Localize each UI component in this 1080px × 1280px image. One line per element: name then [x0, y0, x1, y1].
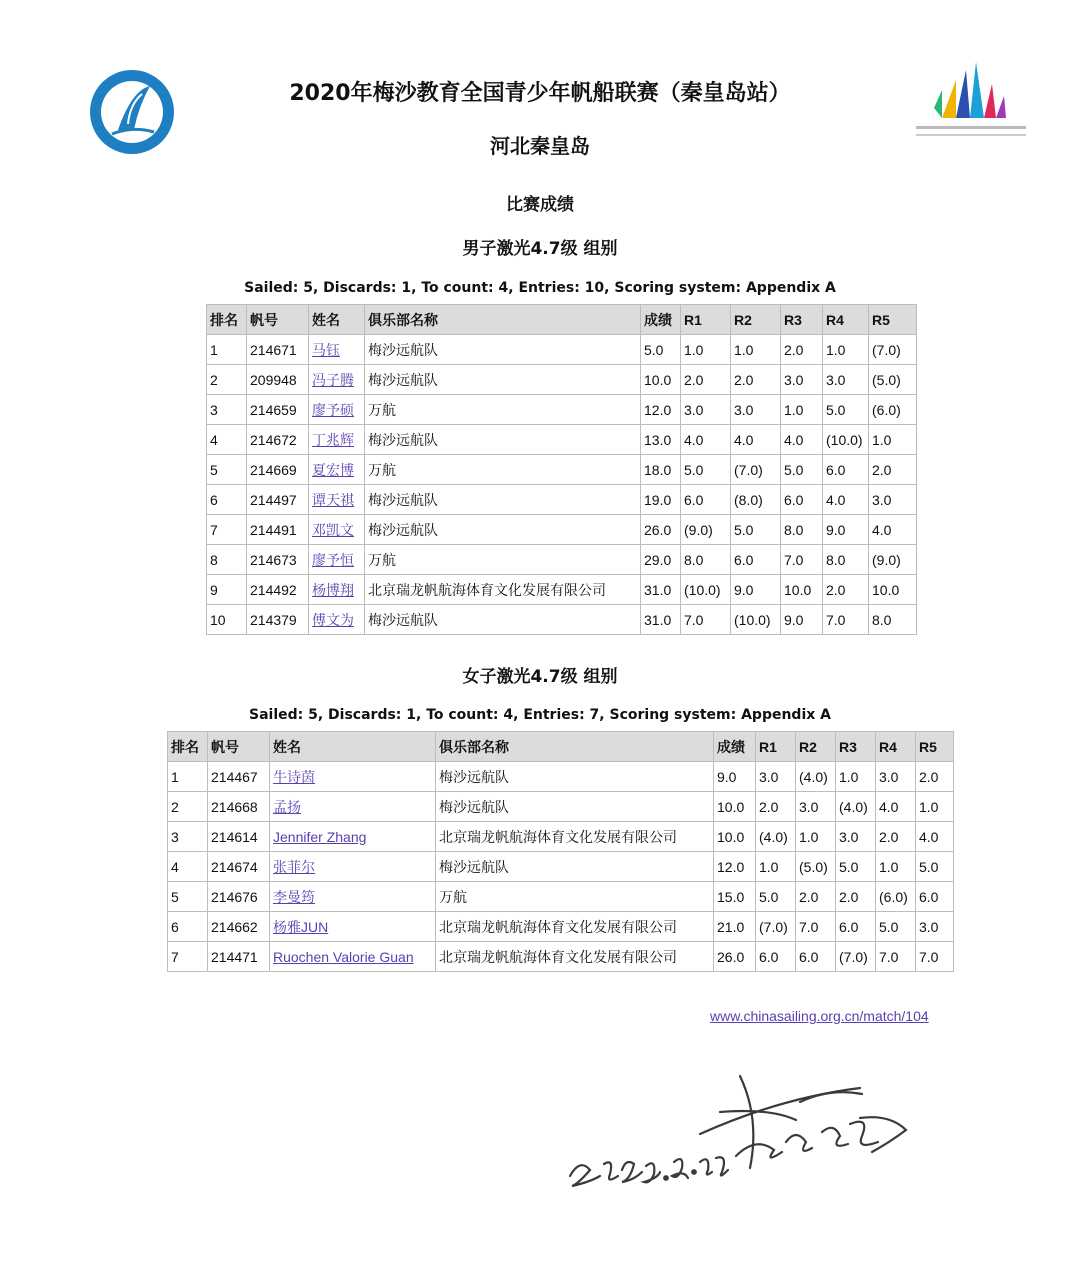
sailor-name-link[interactable]: 马钰 [312, 341, 340, 358]
r1-cell: 6.0 [681, 485, 731, 515]
total-cell: 19.0 [641, 485, 681, 515]
name-cell [270, 852, 436, 882]
table-row [168, 942, 954, 972]
r3-cell: 7.0 [781, 545, 823, 575]
club-cell: 梅沙远航队 [365, 365, 641, 395]
r4-cell: 7.0 [823, 605, 869, 635]
r5-cell: 1.0 [916, 792, 954, 822]
total-cell: 13.0 [641, 425, 681, 455]
r3-cell: (4.0) [836, 792, 876, 822]
table-row [207, 605, 917, 635]
r3-cell: 3.0 [781, 365, 823, 395]
r5-cell: 10.0 [869, 575, 917, 605]
sail-number-cell: 214379 [247, 605, 309, 635]
name-cell [309, 605, 365, 635]
r4-cell: 3.0 [823, 365, 869, 395]
sail-number-cell: 214491 [247, 515, 309, 545]
r3-cell: 6.0 [781, 485, 823, 515]
r5-cell: 4.0 [869, 515, 917, 545]
table-row [207, 575, 917, 605]
r2-cell: 6.0 [731, 545, 781, 575]
table-row [207, 395, 917, 425]
r5-cell: 1.0 [869, 425, 917, 455]
sailor-name-link[interactable]: 谭天祺 [312, 491, 354, 508]
r1-cell: 8.0 [681, 545, 731, 575]
rank-cell: 1 [207, 335, 247, 365]
sail-number-cell: 214497 [247, 485, 309, 515]
rank-cell: 2 [168, 792, 208, 822]
club-cell: 万航 [365, 395, 641, 425]
r1-cell: 3.0 [681, 395, 731, 425]
col-total: 成绩 [641, 305, 681, 335]
r1-cell: 5.0 [756, 882, 796, 912]
name-cell [270, 882, 436, 912]
club-cell: 梅沙远航队 [365, 335, 641, 365]
total-cell: 10.0 [714, 822, 756, 852]
club-cell: 万航 [365, 545, 641, 575]
r4-cell: (10.0) [823, 425, 869, 455]
table-row [207, 425, 917, 455]
club-cell: 梅沙远航队 [365, 425, 641, 455]
col-r4: R4 [876, 732, 916, 762]
sail-number-cell: 214659 [247, 395, 309, 425]
table-row [207, 485, 917, 515]
name-cell [270, 762, 436, 792]
r3-cell: 4.0 [781, 425, 823, 455]
sail-number-cell: 214674 [208, 852, 270, 882]
col-r1: R1 [681, 305, 731, 335]
total-cell: 12.0 [641, 395, 681, 425]
col-total: 成绩 [714, 732, 756, 762]
col-r3: R3 [781, 305, 823, 335]
col-name: 姓名 [270, 732, 436, 762]
total-cell: 12.0 [714, 852, 756, 882]
r4-cell: 1.0 [823, 335, 869, 365]
table-row [168, 792, 954, 822]
col-r1: R1 [756, 732, 796, 762]
name-cell [309, 455, 365, 485]
women-header-row [168, 732, 954, 762]
sail-number-cell: 214669 [247, 455, 309, 485]
sail-number-cell: 214492 [247, 575, 309, 605]
r3-cell: 8.0 [781, 515, 823, 545]
club-cell: 北京瑞龙帆航海体育文化发展有限公司 [365, 575, 641, 605]
r3-cell: (7.0) [836, 942, 876, 972]
name-cell [309, 395, 365, 425]
sailor-name-link[interactable]: 孟扬 [273, 798, 301, 815]
r1-cell: 3.0 [756, 762, 796, 792]
club-cell: 北京瑞龙帆航海体育文化发展有限公司 [436, 822, 714, 852]
sail-number-cell: 214614 [208, 822, 270, 852]
club-cell: 梅沙远航队 [436, 852, 714, 882]
match-url-link[interactable]: www.chinasailing.org.cn/match/104 [710, 1008, 929, 1024]
r1-cell: 1.0 [756, 852, 796, 882]
r4-cell: 2.0 [876, 822, 916, 852]
name-cell [270, 792, 436, 822]
total-cell: 26.0 [714, 942, 756, 972]
sailor-name-link[interactable]: 牛诗茵 [273, 768, 315, 785]
r1-cell: (7.0) [756, 912, 796, 942]
table-row [207, 455, 917, 485]
rank-cell: 3 [207, 395, 247, 425]
sailor-name-link[interactable]: 张菲尔 [273, 858, 315, 875]
col-r5: R5 [916, 732, 954, 762]
r5-cell: (5.0) [869, 365, 917, 395]
r1-cell: 2.0 [681, 365, 731, 395]
r4-cell: 3.0 [876, 762, 916, 792]
women-summary: Sailed: 5, Discards: 1, To count: 4, Entries: 7, Scoring system: Appendix A [248, 707, 831, 723]
sail-number-cell: 214662 [208, 912, 270, 942]
r4-cell: 7.0 [876, 942, 916, 972]
col-rank: 排名 [168, 732, 208, 762]
club-cell: 梅沙远航队 [365, 605, 641, 635]
location-subtitle: 河北秦皇岛 [490, 134, 590, 158]
r1-cell: (10.0) [681, 575, 731, 605]
total-cell: 31.0 [641, 575, 681, 605]
rank-cell: 6 [207, 485, 247, 515]
r5-cell: 2.0 [916, 762, 954, 792]
name-cell [270, 912, 436, 942]
r4-cell: 6.0 [823, 455, 869, 485]
r2-cell: 2.0 [796, 882, 836, 912]
r1-cell: 5.0 [681, 455, 731, 485]
rank-cell: 7 [207, 515, 247, 545]
r2-cell: 3.0 [796, 792, 836, 822]
rank-cell: 10 [207, 605, 247, 635]
r5-cell: 3.0 [916, 912, 954, 942]
name-cell [270, 822, 436, 852]
club-cell: 北京瑞龙帆航海体育文化发展有限公司 [436, 912, 714, 942]
club-cell: 梅沙远航队 [365, 485, 641, 515]
rank-cell: 4 [207, 425, 247, 455]
club-cell: 万航 [436, 882, 714, 912]
r4-cell: 5.0 [876, 912, 916, 942]
r5-cell: 4.0 [916, 822, 954, 852]
r5-cell: (7.0) [869, 335, 917, 365]
r4-cell: 2.0 [823, 575, 869, 605]
r1-cell: 1.0 [681, 335, 731, 365]
table-row [168, 822, 954, 852]
r3-cell: 5.0 [781, 455, 823, 485]
col-rank: 排名 [207, 305, 247, 335]
r3-cell: 2.0 [781, 335, 823, 365]
total-cell: 15.0 [714, 882, 756, 912]
col-r3: R3 [836, 732, 876, 762]
sail-number-cell: 214467 [208, 762, 270, 792]
club-cell: 北京瑞龙帆航海体育文化发展有限公司 [436, 942, 714, 972]
total-cell: 29.0 [641, 545, 681, 575]
sailor-name-link[interactable]: 夏宏博 [312, 461, 354, 478]
r5-cell: 2.0 [869, 455, 917, 485]
r3-cell: 1.0 [836, 762, 876, 792]
sailor-name-link[interactable]: 冯子腾 [312, 371, 354, 388]
rank-cell: 5 [207, 455, 247, 485]
total-cell: 21.0 [714, 912, 756, 942]
r2-cell: 9.0 [731, 575, 781, 605]
total-cell: 9.0 [714, 762, 756, 792]
r2-cell: (10.0) [731, 605, 781, 635]
r5-cell: (6.0) [869, 395, 917, 425]
r4-cell: 9.0 [823, 515, 869, 545]
col-r4: R4 [823, 305, 869, 335]
sailor-name-link[interactable]: Jennifer Zhang [273, 828, 367, 845]
r3-cell: 2.0 [836, 882, 876, 912]
r1-cell: (4.0) [756, 822, 796, 852]
results-heading: 比赛成绩 [506, 195, 574, 215]
col-club: 俱乐部名称 [365, 305, 641, 335]
r1-cell: 4.0 [681, 425, 731, 455]
total-cell: 10.0 [641, 365, 681, 395]
r5-cell: 6.0 [916, 882, 954, 912]
r5-cell: 7.0 [916, 942, 954, 972]
r1-cell: 7.0 [681, 605, 731, 635]
r2-cell: 1.0 [731, 335, 781, 365]
r2-cell: (7.0) [731, 455, 781, 485]
r5-cell: 3.0 [869, 485, 917, 515]
table-row [207, 365, 917, 395]
club-cell: 万航 [365, 455, 641, 485]
sailor-name-link[interactable]: 傅文为 [312, 611, 354, 628]
sail-number-cell: 214673 [247, 545, 309, 575]
table-row [168, 912, 954, 942]
r2-cell: 1.0 [796, 822, 836, 852]
r3-cell: 3.0 [836, 822, 876, 852]
table-row [207, 545, 917, 575]
r2-cell: 7.0 [796, 912, 836, 942]
total-cell: 5.0 [641, 335, 681, 365]
rank-cell: 3 [168, 822, 208, 852]
rank-cell: 4 [168, 852, 208, 882]
club-cell: 梅沙远航队 [436, 762, 714, 792]
women-division-heading: 女子激光4.7级 组别 [462, 667, 618, 687]
total-cell: 18.0 [641, 455, 681, 485]
name-cell [309, 485, 365, 515]
table-row [168, 852, 954, 882]
col-name: 姓名 [309, 305, 365, 335]
r2-cell: (5.0) [796, 852, 836, 882]
table-row [168, 882, 954, 912]
r2-cell: (8.0) [731, 485, 781, 515]
name-cell [270, 942, 436, 972]
signature [560, 1058, 930, 1208]
r4-cell: 4.0 [823, 485, 869, 515]
r5-cell: 5.0 [916, 852, 954, 882]
col-sail-number: 帆号 [247, 305, 309, 335]
men-results-table [206, 304, 917, 635]
sailor-name-link[interactable]: 廖予硕 [312, 401, 354, 418]
r2-cell: 6.0 [796, 942, 836, 972]
r4-cell: 1.0 [876, 852, 916, 882]
r2-cell: 2.0 [731, 365, 781, 395]
r3-cell: 5.0 [836, 852, 876, 882]
sailor-name-link[interactable]: 邓凯文 [312, 521, 354, 538]
sailor-name-link[interactable]: 李曼筠 [273, 888, 315, 905]
rank-cell: 8 [207, 545, 247, 575]
name-cell [309, 515, 365, 545]
name-cell [309, 545, 365, 575]
r4-cell: (6.0) [876, 882, 916, 912]
women-results-table [167, 731, 954, 972]
sailor-name-link[interactable]: 丁兆辉 [312, 431, 354, 448]
r4-cell: 5.0 [823, 395, 869, 425]
r2-cell: 4.0 [731, 425, 781, 455]
sail-number-cell: 214471 [208, 942, 270, 972]
sailor-name-link[interactable]: Ruochen Valorie Guan [273, 948, 414, 965]
rank-cell: 7 [168, 942, 208, 972]
r5-cell: 8.0 [869, 605, 917, 635]
r3-cell: 1.0 [781, 395, 823, 425]
r3-cell: 6.0 [836, 912, 876, 942]
rank-cell: 1 [168, 762, 208, 792]
col-club: 俱乐部名称 [436, 732, 714, 762]
sailor-name-link[interactable]: 杨博翔 [312, 581, 354, 598]
r2-cell: 3.0 [731, 395, 781, 425]
page-title: 2020年梅沙教育全国青少年帆船联赛（秦皇岛站） [289, 81, 791, 106]
men-division-heading: 男子激光4.7级 组别 [462, 239, 618, 259]
table-row [207, 335, 917, 365]
rank-cell: 9 [207, 575, 247, 605]
r5-cell: (9.0) [869, 545, 917, 575]
r2-cell: (4.0) [796, 762, 836, 792]
total-cell: 26.0 [641, 515, 681, 545]
col-r2: R2 [796, 732, 836, 762]
sail-number-cell: 214676 [208, 882, 270, 912]
col-r5: R5 [869, 305, 917, 335]
men-header-row [207, 305, 917, 335]
name-cell [309, 575, 365, 605]
sail-number-cell: 214672 [247, 425, 309, 455]
sail-number-cell: 214671 [247, 335, 309, 365]
table-row [207, 515, 917, 545]
col-r2: R2 [731, 305, 781, 335]
r3-cell: 9.0 [781, 605, 823, 635]
club-cell: 梅沙远航队 [436, 792, 714, 822]
table-row [168, 762, 954, 792]
r1-cell: 6.0 [756, 942, 796, 972]
club-cell: 梅沙远航队 [365, 515, 641, 545]
name-cell [309, 335, 365, 365]
sail-number-cell: 209948 [247, 365, 309, 395]
r4-cell: 8.0 [823, 545, 869, 575]
sailor-name-link[interactable]: 廖予恒 [312, 551, 354, 568]
men-summary: Sailed: 5, Discards: 1, To count: 4, Entries: 10, Scoring system: Appendix A [244, 280, 836, 296]
rank-cell: 6 [168, 912, 208, 942]
r1-cell: 2.0 [756, 792, 796, 822]
r4-cell: 4.0 [876, 792, 916, 822]
r3-cell: 10.0 [781, 575, 823, 605]
r1-cell: (9.0) [681, 515, 731, 545]
r2-cell: 5.0 [731, 515, 781, 545]
sailor-name-link[interactable]: 杨雅JUN [273, 918, 329, 935]
total-cell: 10.0 [714, 792, 756, 822]
name-cell [309, 425, 365, 455]
sail-number-cell: 214668 [208, 792, 270, 822]
rank-cell: 2 [207, 365, 247, 395]
total-cell: 31.0 [641, 605, 681, 635]
col-sail-number: 帆号 [208, 732, 270, 762]
name-cell [309, 365, 365, 395]
rank-cell: 5 [168, 882, 208, 912]
